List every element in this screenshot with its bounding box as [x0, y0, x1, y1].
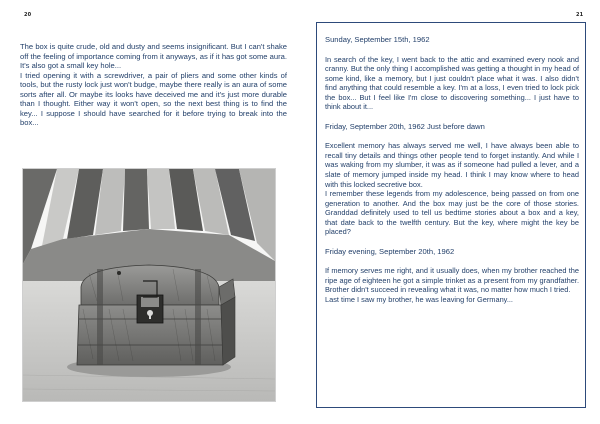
entry-paragraph: Last time I saw my brother, he was leaving for Germany...	[325, 295, 513, 305]
left-paragraph: The box is quite crude, old and dusty and seems insignificant. But I can't shake off the feeling of importance coming from it anyways, as if it has got some aura. It's also got a small key hole...	[20, 42, 287, 71]
left-paragraph: I tried opening it with a screwdriver, a pair of pliers and some other kinds of tools, but the rusty lock just won't budge, maybe there really is an aura of some sorts after all. Or maybe its looks have deceived me and it's just more durable than I thought. Either way it won't open, so the next best thing is to find the key... I suppose I should have searched for it before trying to break into the box...	[20, 70, 287, 128]
left-page-text	[20, 42, 287, 128]
entry-date: Friday evening, September 20th, 1962	[325, 246, 455, 256]
entry-paragraph: In search of the key, I went back to the attic and examined every nook and cranny. But the only thing I accomplished was getting a thought in my head of some kind, like a memory, but I just couldn't place what it was. I also didn't find anything that could resemble a key. I'm at a loss, I even tried to lock pick the box... But I feel like I'm close to discovering something... I just have to think about it...	[325, 54, 579, 112]
chest	[77, 265, 235, 365]
left-page-number: 20	[24, 12, 32, 18]
entry-text	[325, 55, 579, 112]
right-page-number: 21	[576, 12, 584, 18]
entry-date: Friday, September 20th, 1962 Just before dawn	[325, 121, 485, 131]
entry-paragraph: Excellent memory has always served me well, I have always been able to recall tiny details and things other people tend to forget instantly. And while I was waking from my slumber, it was as if someone had pulled a lever, and a slate of memory jumped inside my head. I think I may know where to head with this locked secretive box.	[325, 141, 579, 189]
entry-text	[325, 266, 579, 304]
entry-date: Sunday, September 15th, 1962	[325, 35, 430, 44]
entry-paragraph: If memory serves me right, and it usually does, when my brother reached the ripe age of eighteen he got a simple trinket as a present from my grandfather. Brother didn't succeed in revealing what it was, no matter how much I tried.	[325, 266, 579, 295]
entry-text	[325, 141, 579, 236]
entry-paragraph: I remember these legends from my adolescence, being passed on from one generation to another. And the box may just be the core of those stories. Granddad definitely used to tell us bedtime stories about a box and a key, that date back to the twelfth century. But the key, where might the key be placed?	[325, 189, 579, 237]
chest-illustration	[22, 168, 276, 402]
journal-frame	[316, 22, 586, 408]
